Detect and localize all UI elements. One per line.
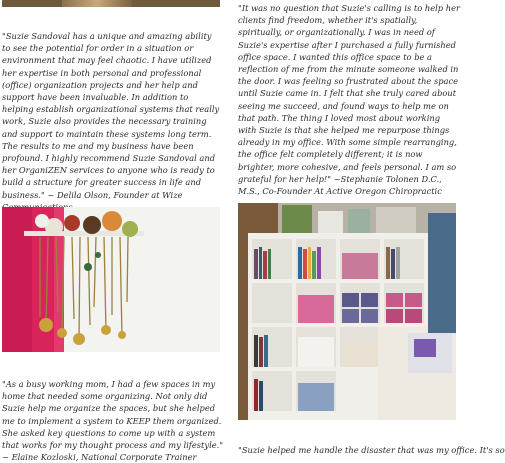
office-shelves-photo [238, 203, 456, 420]
testimonial-elaine-kozloski: "As a busy working mom, I had a few spaces in my home that needed some organizing. Not only did Suzie help me organize the spaces, but she helped me to implement a system to KEEP them organized. She asked key questions to come up with a system that works for my thought process and my lifestyle." ~ Elaine Kozloski, National Corporate Trainer [2, 379, 224, 463]
top-photo-strip [2, 0, 220, 7]
jewelry-organizer-photo [2, 207, 220, 352]
testimonial-office-disaster: "Suzie helped me handle the disaster that was my office. It's so [238, 445, 505, 455]
testimonial-delila-olson: "Suzie Sandoval has a unique and amazing ability to see the potential for order in a situation or environment that may feel chaotic. I have utilized her expertise in both personal and professional (office) organization projects and her help and support have been invaluable. In addition to helping establish organizational systems that really work, Suzie also provides the necessary training and support to maintain these systems long term. The results to me and my business have been profound. I highly recommend Suzie Sandoval and her OrganiZEN services to anyone who is ready to build a structure for greater success in life and business." ~ Delila Olson, Founder at Wize [2, 31, 220, 200]
testimonial-stephanie-tolonen: "It was no question that Suzie's calling is to help her clients find freedom, whether it's spatially, spiritually, or organizationally. I was in need of Suzie's expertise after I purchased a fully furnished office space. I wanted this office space to be a reflection of me from the minute someone walked in the door. I was feeling so frustrated about the space until Suzie came in. I felt that she truly cared about seeing me succeed, and found ways to help me on that path. The thing I loved most about working with Suzie is that she helped me repurpose things already in my office. With some simple rearranging, the office felt completely different; it is now brighter, more cohesive, and feels personal. I am so grateful for her help!" ~Stephanie Tolonen D.C., M.S., Co-Founder At Active Oregon Chiropractic [238, 3, 460, 197]
